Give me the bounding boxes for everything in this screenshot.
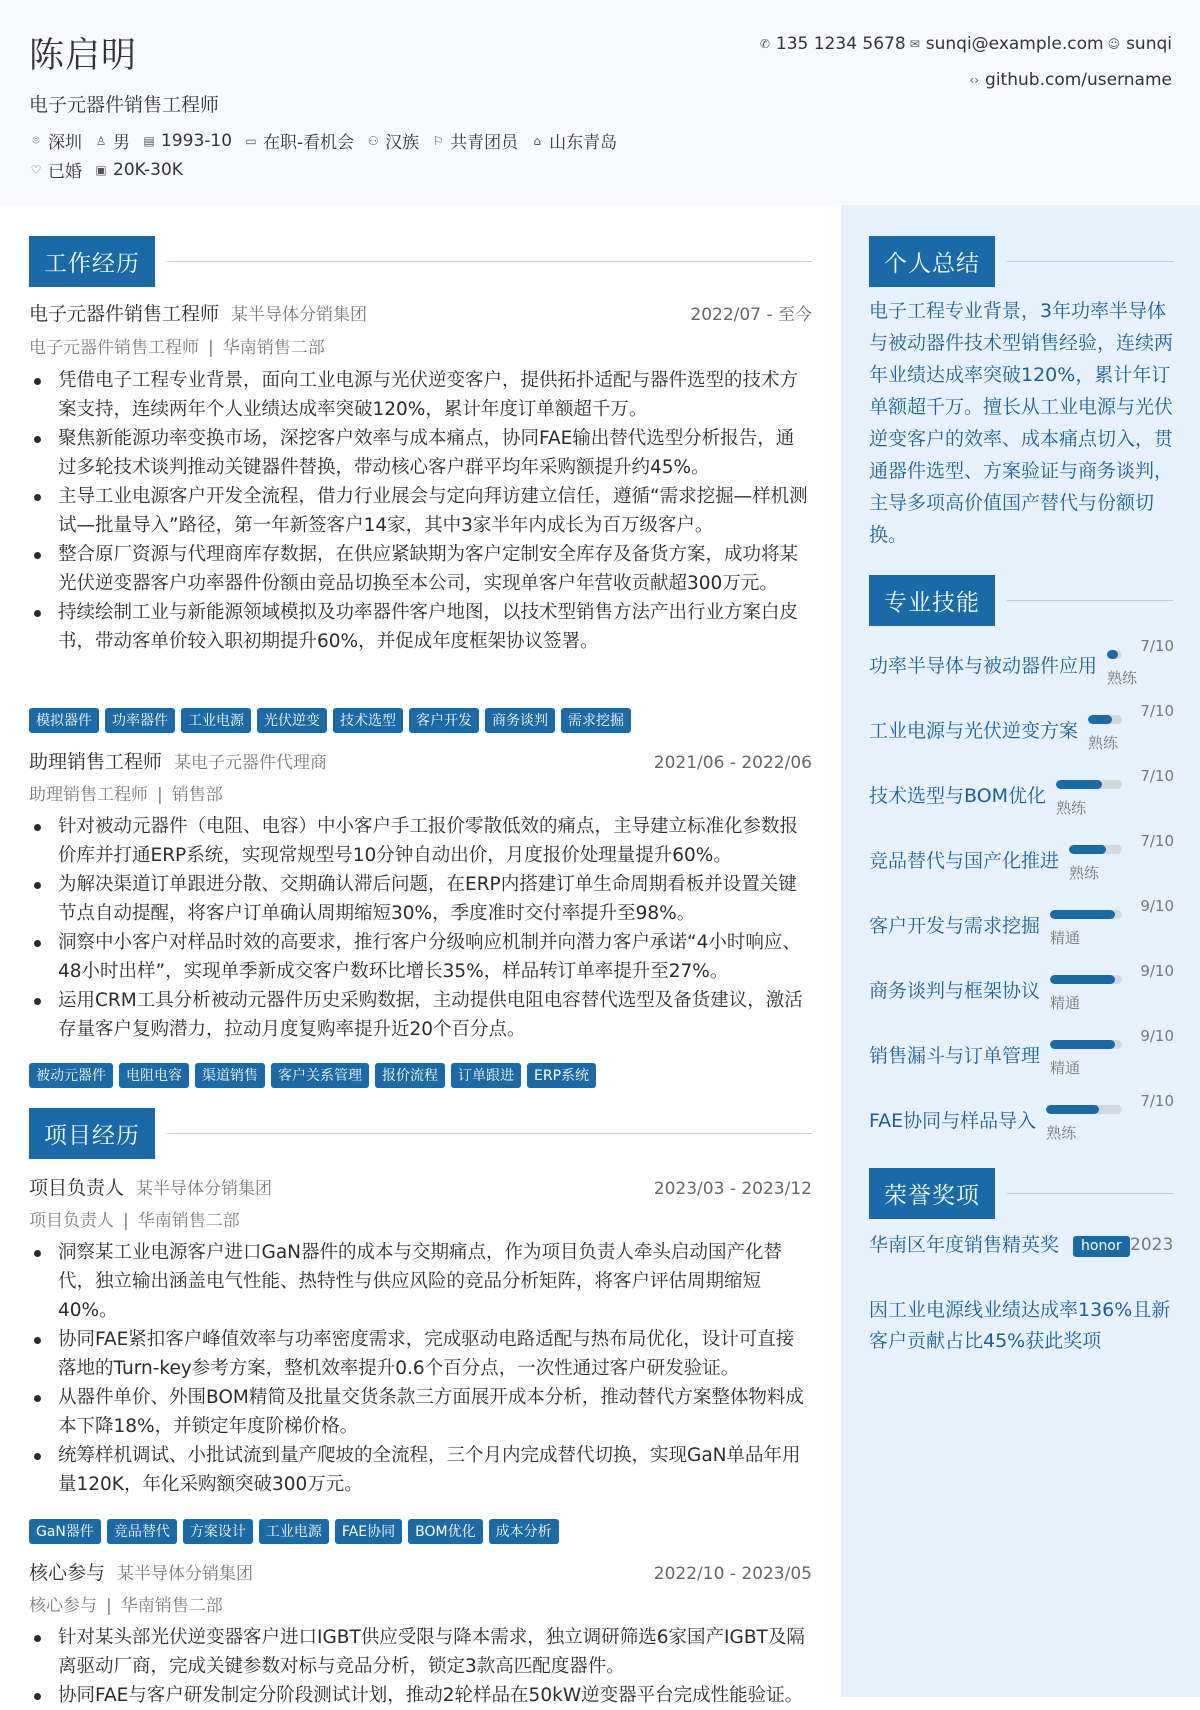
skill-item	[869, 1027, 1174, 1085]
project-dept: 华南销售二部	[137, 1211, 240, 1231]
phone-icon: ✆	[759, 37, 770, 51]
resume-header	[0, 0, 1200, 205]
skill-item	[869, 897, 1174, 955]
job-role: 电子元器件销售工程师	[29, 338, 199, 358]
meta-text: 已婚	[48, 162, 82, 182]
skill-level: 熟练	[1046, 1124, 1077, 1142]
skill-name: 竞品替代与国产化推进	[869, 850, 1060, 872]
project-dept: 华南销售二部	[120, 1596, 223, 1616]
meta-text: 1993-10	[161, 130, 233, 151]
skill-bar	[1050, 1040, 1122, 1049]
wechat-icon: ☺	[1107, 37, 1121, 51]
job-bullets	[29, 366, 812, 656]
project-role-title: 项目负责人	[29, 1177, 125, 1199]
skill-bar	[1088, 715, 1122, 724]
section-title: 荣誉奖项	[869, 1168, 995, 1219]
list-item: 针对被动元器件（电阻、电容）中小客户手工报价零散低效的痛点，主导建立标准化参数报价库并打通ERP系统，实现常规型号10分钟自动出价，月度报价处理量提升60%。	[29, 812, 812, 870]
project-header	[29, 1173, 812, 1200]
separator: |	[123, 1211, 129, 1231]
skill-score: 7/10	[1140, 1092, 1174, 1110]
list-item: 聚焦新能源功率变换市场，深挖客户效率与成本痛点，协同FAE输出替代选型分析报告，通过多轮技术谈判推动关键器件替换，带动核心客户群平均年采购额提升约45%。	[29, 424, 812, 482]
flag-icon: ⚐	[432, 133, 444, 148]
list-item: 协同FAE紧扣客户峰值效率与功率密度需求，完成驱动电路适配与热布局优化，设计可直接落地的Turn-key参考方案，整机效率提升0.6个百分点，一次性通过客户研发验证。	[29, 1325, 812, 1383]
wechat-id: sunqi	[1126, 34, 1172, 54]
job-company: 某电子元器件代理商	[174, 753, 328, 773]
section-projects-header	[29, 1108, 812, 1159]
skill-name: 商务谈判与框架协议	[869, 980, 1041, 1002]
skill-name: 销售漏斗与订单管理	[869, 1045, 1041, 1067]
separator: |	[208, 338, 214, 358]
job-company: 某半导体分销集团	[231, 305, 368, 325]
skill-score: 9/10	[1140, 962, 1174, 980]
tag: 客户关系管理	[271, 1063, 369, 1088]
skill-score: 7/10	[1140, 637, 1174, 655]
tag: 需求挖掘	[561, 708, 631, 733]
skill-bar-fill	[1056, 780, 1102, 789]
tag: 商务谈判	[485, 708, 555, 733]
meta-location	[29, 128, 82, 153]
skill-name: 功率半导体与被动器件应用	[869, 655, 1098, 677]
list-item: 洞察某工业电源客户进口GaN器件的成本与交期痛点，作为项目负责人牵头启动国产化替代，独立输出涵盖电气性能、热特性与供应风险的竞品分析矩阵，将客户评估周期缩短40%。	[29, 1238, 812, 1325]
location-icon: ⌾	[32, 133, 40, 147]
section-divider	[167, 261, 812, 262]
project-bullets	[29, 1238, 812, 1499]
section-divider	[1007, 1193, 1174, 1194]
section-divider	[1007, 600, 1174, 601]
meta-text: 山东青岛	[549, 133, 618, 153]
meta-marital	[29, 157, 82, 182]
tag: 报价流程	[375, 1063, 445, 1088]
list-item: 主导工业电源客户开发全流程，借力行业展会与定向拜访建立信任，遵循“需求挖掘—样机测试—批量导入”路径，第一年新签客户14家，其中3家半年内成长为百万级客户。	[29, 482, 812, 540]
skill-item	[869, 637, 1174, 695]
meta-text: 共青团员	[450, 133, 519, 153]
list-item: 统筹样机调试、小批试流到量产爬坡的全流程，三个月内完成替代切换，实现GaN单品年用量120K，年化采购额突破300万元。	[29, 1441, 812, 1499]
skill-bar	[1056, 780, 1122, 789]
meta-politics	[431, 128, 518, 153]
skill-name: 客户开发与需求挖掘	[869, 915, 1041, 937]
job-header	[29, 299, 812, 326]
skill-level: 精通	[1050, 1059, 1081, 1077]
skill-score: 7/10	[1140, 702, 1174, 720]
tag: GaN器件	[29, 1519, 101, 1544]
separator: |	[106, 1596, 112, 1616]
basic-info-row	[29, 128, 617, 153]
section-title: 个人总结	[869, 236, 995, 287]
job-date: 2021/06 - 2022/06	[653, 753, 812, 773]
skill-level: 熟练	[1069, 864, 1100, 882]
award-description: 因工业电源线业绩达成率136%且新客户贡献占比45%获此奖项	[869, 1299, 1171, 1352]
job-role: 助理销售工程师	[29, 785, 148, 805]
section-divider	[1007, 261, 1174, 262]
meta-text: 汉族	[385, 133, 420, 153]
briefcase-icon: ▭	[245, 133, 257, 148]
project-company: 某半导体分销集团	[117, 1564, 254, 1584]
tag: 订单跟进	[451, 1063, 521, 1088]
meta-gender	[94, 128, 130, 153]
job-dept: 销售部	[171, 785, 223, 805]
skill-bar-fill	[1050, 910, 1115, 919]
separator: |	[157, 785, 163, 805]
job-header	[29, 747, 812, 774]
skill-item	[869, 702, 1174, 760]
skill-bar	[1050, 910, 1122, 919]
list-item: 协同FAE与客户研发制定分阶段测试计划，推动2轮样品在50kW逆变器平台完成性能验证。	[29, 1681, 812, 1710]
skill-score: 7/10	[1140, 767, 1174, 785]
tag: 工业电源	[181, 708, 251, 733]
tag: 被动元器件	[29, 1063, 113, 1088]
skill-score: 9/10	[1140, 897, 1174, 915]
meta-text: 在职-看机会	[263, 133, 355, 153]
job-tags	[29, 1063, 596, 1088]
tag: 光伏逆变	[257, 708, 327, 733]
project-role-title: 核心参与	[29, 1562, 106, 1584]
award-year: 2023	[1130, 1235, 1174, 1255]
basic-info-row-2	[29, 157, 183, 182]
github-row	[969, 70, 1172, 90]
skill-bar	[1069, 845, 1122, 854]
tag: FAE协同	[335, 1519, 402, 1544]
home-icon: ⌂	[533, 133, 541, 148]
heart-icon: ♡	[30, 162, 42, 177]
job-tags	[29, 708, 631, 733]
job-subline	[29, 780, 223, 805]
section-summary-header	[869, 236, 1174, 287]
skill-level: 熟练	[1088, 734, 1119, 752]
skill-name: FAE协同与样品导入	[869, 1110, 1037, 1132]
meta-text: 深圳	[48, 133, 82, 153]
meta-birth	[142, 131, 232, 151]
skill-score: 9/10	[1140, 1027, 1174, 1045]
candidate-name: 陈启明	[29, 36, 138, 76]
summary-text: 电子工程专业背景，3年功率半导体与被动器件技术型销售经验，连续两年业绩达成率突破120%，累计年订单额超千万。擅长从工业电源与光伏逆变客户的效率、成本痛点切入，贯通器件选型、方案验证与商务谈判，主导多项高价值国产替代与份额切换。	[869, 300, 1174, 546]
job-title: 助理销售工程师	[29, 751, 163, 773]
skill-level: 熟练	[1056, 799, 1087, 817]
list-item: 从器件单价、外围BOM精简及批量交货条款三方面展开成本分析，推动替代方案整体物料成本下降18%，并锁定年度阶梯价格。	[29, 1383, 812, 1441]
tag: 方案设计	[183, 1519, 253, 1544]
tag: 工业电源	[259, 1519, 329, 1544]
section-work-header	[29, 236, 812, 287]
job-dept: 华南销售二部	[222, 338, 325, 358]
group-icon: ⚇	[367, 133, 379, 148]
list-item: 整合原厂资源与代理商库存数据，在供应紧缺期为客户定制安全库存及备货方案，成功将某光伏逆变器客户功率器件份额由竞品切换至本公司，实现单客户年营收贡献超300万元。	[29, 540, 812, 598]
skill-bar-fill	[1069, 845, 1106, 854]
project-tags	[29, 1519, 559, 1544]
skill-bar-fill	[1050, 975, 1115, 984]
project-date: 2023/03 - 2023/12	[653, 1179, 812, 1199]
award-name: 华南区年度销售精英奖	[869, 1234, 1060, 1256]
section-title: 项目经历	[29, 1108, 155, 1159]
section-skills-header	[869, 575, 1174, 626]
skill-item	[869, 767, 1174, 825]
tag: 客户开发	[409, 708, 479, 733]
tag: BOM优化	[408, 1519, 482, 1544]
project-role: 核心参与	[29, 1596, 97, 1616]
section-title: 专业技能	[869, 575, 995, 626]
list-item: 凭借电子工程专业背景，面向工业电源与光伏逆变客户，提供拓扑适配与器件选型的技术方案支持，连续两年个人业绩达成率突破120%，累计年度订单额超千万。	[29, 366, 812, 424]
list-item: 洞察中小客户对样品时效的高要求，推行客户分级响应机制并向潜力客户承诺“4小时响应、48小时出样”，实现单季新成交客户数环比增长35%，样品转订单率提升至27%。	[29, 928, 812, 986]
award-badge: honor	[1073, 1236, 1130, 1257]
skill-bar	[1046, 1105, 1122, 1114]
job-subline	[29, 333, 325, 358]
tag: 模拟器件	[29, 708, 99, 733]
skill-item	[869, 1092, 1174, 1150]
meta-status	[244, 128, 354, 153]
list-item: 持续绘制工业与新能源领域模拟及功率器件客户地图，以技术型销售方法产出行业方案白皮书，带动客单价较入职初期提升60%，并促成年度框架协议签署。	[29, 598, 812, 656]
tag: 渠道销售	[195, 1063, 265, 1088]
skill-name: 工业电源与光伏逆变方案	[869, 720, 1079, 742]
meta-hometown	[530, 128, 617, 153]
candidate-title: 电子元器件销售工程师	[29, 94, 220, 116]
user-icon: ♙	[95, 133, 107, 148]
phone-link[interactable]: 135 1234 5678	[775, 34, 906, 54]
job-bullets	[29, 812, 812, 1044]
tag: ERP系统	[527, 1063, 596, 1088]
skill-score: 7/10	[1140, 832, 1174, 850]
calendar-icon: ▤	[143, 133, 155, 148]
skill-level: 精通	[1050, 994, 1081, 1012]
job-date: 2022/07 - 至今	[690, 305, 812, 325]
tag: 技术选型	[333, 708, 403, 733]
money-icon: ▣	[95, 162, 107, 177]
skill-bar-fill	[1088, 715, 1112, 724]
skill-bar	[1107, 650, 1122, 659]
project-role: 项目负责人	[29, 1211, 114, 1231]
mail-icon: ✉	[909, 37, 920, 51]
project-header	[29, 1558, 812, 1585]
tag: 电阻电容	[119, 1063, 189, 1088]
skill-name: 技术选型与BOM优化	[869, 785, 1047, 807]
tag: 功率器件	[105, 708, 175, 733]
tag: 成本分析	[489, 1519, 559, 1544]
project-subline	[29, 1206, 240, 1231]
skill-bar-fill	[1050, 1040, 1115, 1049]
skill-bar-fill	[1046, 1105, 1099, 1114]
meta-text: 20K-30K	[113, 159, 183, 180]
section-awards-header	[869, 1168, 1174, 1219]
skill-level: 精通	[1050, 929, 1081, 947]
project-date: 2022/10 - 2023/05	[653, 1564, 812, 1584]
skill-item	[869, 962, 1174, 1020]
project-subline	[29, 1591, 223, 1616]
list-item: 针对某头部光伏逆变器客户进口IGBT供应受限与降本需求，独立调研筛选6家国产IGBT及隔离驱动厂商，完成关键参数对标与竞品分析，锁定3款高匹配度器件。	[29, 1623, 812, 1681]
code-icon: ‹›	[969, 73, 980, 87]
meta-text: 男	[113, 133, 130, 153]
section-divider	[167, 1133, 812, 1134]
email-link[interactable]: sunqi@example.com	[925, 34, 1104, 54]
skill-level: 熟练	[1107, 669, 1138, 687]
section-title: 工作经历	[29, 236, 155, 287]
job-title: 电子元器件销售工程师	[29, 303, 220, 325]
list-item: 为解决渠道订单跟进分散、交期确认滞后问题，在ERP内搭建订单生命周期看板并设置关键节点自动提醒，将客户订单确认周期缩短30%，季度准时交付率提升至98%。	[29, 870, 812, 928]
meta-ethnicity	[366, 128, 419, 153]
skill-item	[869, 832, 1174, 890]
contact-row	[760, 34, 1172, 54]
list-item: 运用CRM工具分析被动元器件历史采购数据，主动提供电阻电容替代选型及备货建议，激活存量客户复购潜力，拉动月度复购率提升近20个百分点。	[29, 986, 812, 1044]
tag: 竞品替代	[107, 1519, 177, 1544]
meta-salary	[94, 160, 183, 180]
skill-bar-fill	[1107, 650, 1117, 659]
github-link[interactable]: github.com/username	[985, 70, 1172, 90]
project-company: 某半导体分销集团	[136, 1179, 273, 1199]
skill-bar	[1050, 975, 1122, 984]
